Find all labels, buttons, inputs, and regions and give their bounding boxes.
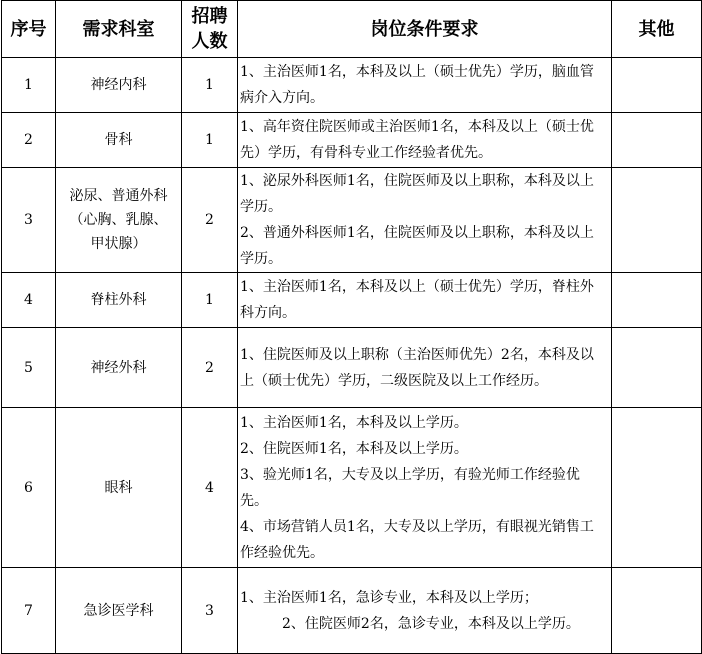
- requirement-line: 2、住院医师1名，本科及以上学历。: [240, 440, 468, 457]
- requirement-line: 2、普通外科医师1名，住院医师及以上职称，本科及以上学历。: [240, 225, 594, 267]
- table-row: [2, 328, 702, 408]
- requirement-line: 1、住院医师及以上职称（主治医师优先）2名，本科及以上（硕士优先）学历，二级医院及以上工作经历。: [240, 346, 594, 389]
- dept-line: （心胸、乳腺、: [69, 212, 168, 228]
- cell-other: [612, 568, 702, 654]
- cell-count: 1: [182, 58, 238, 113]
- cell-seq: 6: [2, 408, 56, 568]
- requirement-line: 1、主治医师1名，本科及以上（硕士优先）学历，脑血管病介入方向。: [240, 64, 594, 106]
- cell-other: [612, 168, 702, 273]
- header-requirements: 岗位条件要求: [238, 1, 612, 58]
- requirement-line: 1、主治医师1名，本科及以上学历。: [240, 414, 468, 431]
- cell-dept: [56, 568, 182, 654]
- dept-line: 泌尿、普通外科: [69, 188, 168, 204]
- requirement-line: 2、住院医师2名，急诊专业，本科及以上学历。: [282, 615, 580, 632]
- requirement-line: 1、泌尿外科医师1名，住院医师及以上职称，本科及以上学历。: [240, 173, 594, 215]
- table-body: [2, 58, 702, 654]
- requirement-line: 1、主治医师1名，急诊专业，本科及以上学历；: [240, 589, 538, 606]
- dept-line: 神经内科: [90, 77, 147, 93]
- cell-seq: 3: [2, 168, 56, 273]
- dept-line: 骨科: [104, 132, 133, 148]
- dept-line: 急诊医学科: [83, 602, 154, 619]
- requirement-line: 1、主治医师1名，本科及以上（硕士优先）学历，脊柱外科方向。: [240, 279, 594, 321]
- cell-requirements: [238, 168, 612, 273]
- cell-other: [612, 58, 702, 113]
- requirement-line: 4、市场营销人员1名，大专及以上学历，有眼视光销售工作经验优先。: [240, 518, 594, 561]
- cell-seq: 7: [2, 568, 56, 654]
- cell-dept: [56, 58, 182, 113]
- table-row: [2, 168, 702, 273]
- cell-requirements: [238, 568, 612, 654]
- table-row: [2, 568, 702, 654]
- cell-dept: [56, 328, 182, 408]
- requirement-line: 3、验光师1名，大专及以上学历，有验光师工作经验优先。: [240, 466, 580, 509]
- cell-other: [612, 113, 702, 168]
- dept-line: 甲状腺）: [90, 236, 147, 252]
- table-row: [2, 273, 702, 328]
- table-row: [2, 113, 702, 168]
- cell-dept: [56, 168, 182, 273]
- cell-dept: [56, 273, 182, 328]
- cell-requirements: [238, 58, 612, 113]
- cell-seq: 2: [2, 113, 56, 168]
- cell-count: 2: [182, 168, 238, 273]
- table-row: [2, 408, 702, 568]
- dept-line: 脊柱外科: [90, 292, 147, 308]
- cell-requirements: [238, 328, 612, 408]
- cell-count: 1: [182, 273, 238, 328]
- header-dept: 需求科室: [56, 1, 182, 58]
- cell-other: [612, 328, 702, 408]
- header-count-line1: 招聘: [191, 6, 228, 27]
- cell-count: 4: [182, 408, 238, 568]
- cell-requirements: [238, 408, 612, 568]
- header-seq: 序号: [2, 1, 56, 58]
- cell-count: 3: [182, 568, 238, 654]
- cell-count: 1: [182, 113, 238, 168]
- cell-dept: [56, 113, 182, 168]
- cell-seq: 5: [2, 328, 56, 408]
- recruitment-table: [1, 0, 702, 654]
- header-other: 其他: [612, 1, 702, 58]
- cell-requirements: [238, 273, 612, 328]
- dept-line: 眼科: [104, 479, 133, 496]
- cell-seq: 1: [2, 58, 56, 113]
- header-count: [182, 1, 238, 58]
- cell-requirements: [238, 113, 612, 168]
- header-row: [2, 1, 702, 58]
- dept-line: 神经外科: [90, 359, 147, 376]
- cell-other: [612, 273, 702, 328]
- table-row: [2, 58, 702, 113]
- cell-dept: [56, 408, 182, 568]
- requirement-line: 1、高年资住院医师或主治医师1名，本科及以上（硕士优先）学历，有骨科专业工作经验者优先。: [240, 119, 594, 161]
- cell-other: [612, 408, 702, 568]
- cell-seq: 4: [2, 273, 56, 328]
- cell-count: 2: [182, 328, 238, 408]
- header-count-line2: 人数: [191, 31, 228, 52]
